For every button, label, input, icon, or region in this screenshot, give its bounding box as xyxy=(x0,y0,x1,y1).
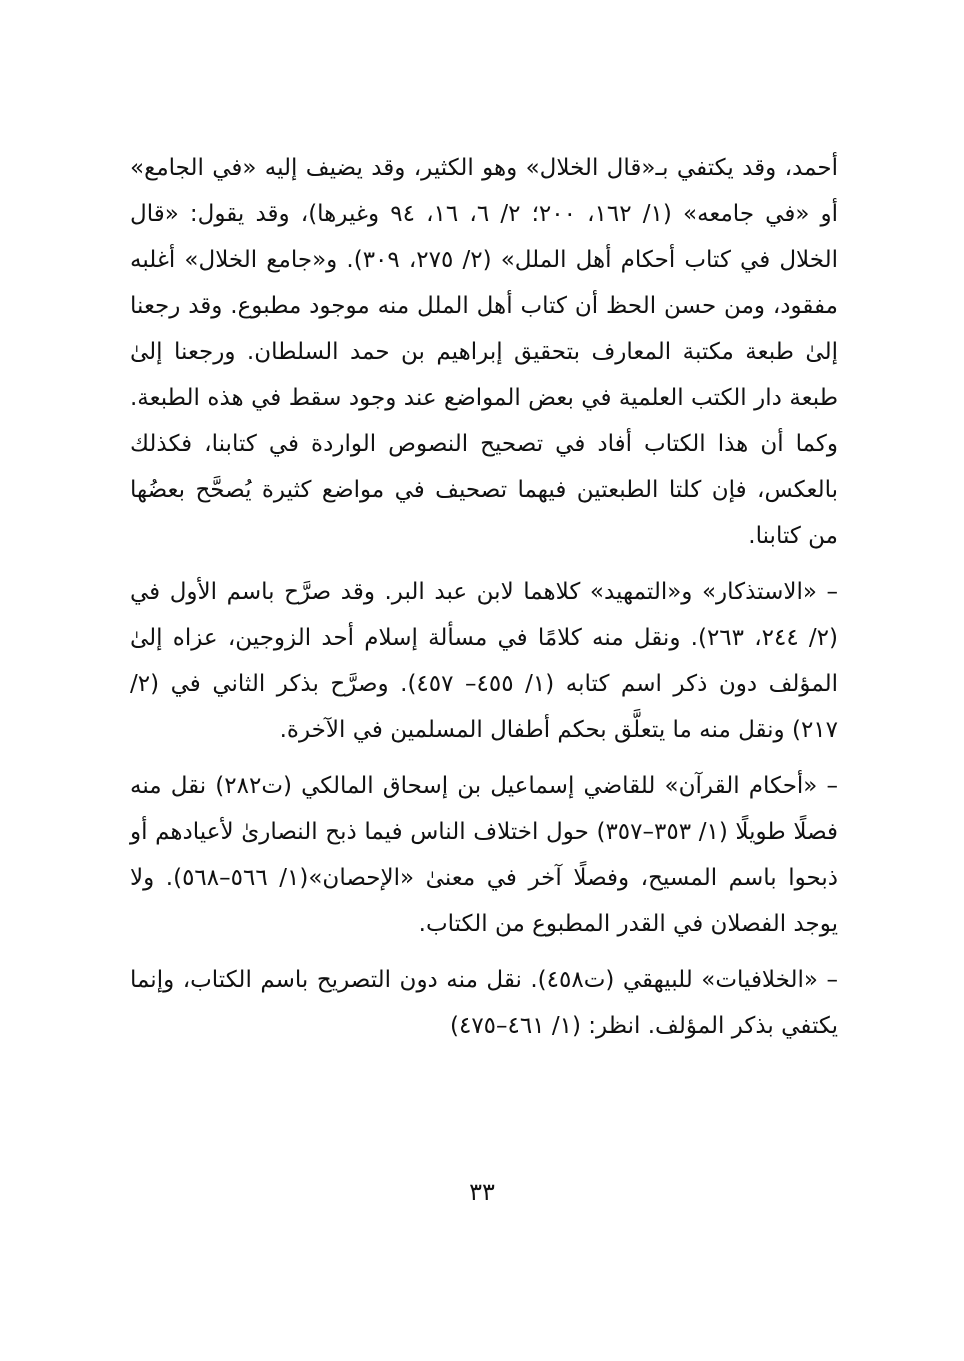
page-number: ٣٣ xyxy=(469,1178,495,1206)
page-body xyxy=(130,145,838,1225)
paragraph-istidhkar-tamhid: – «الاستذكار» و«التمهيد» كلاهما لابن عبد البر. وقد صرَّح باسم الأول في (٢/ ٢٤٤، ٢٦٣). ونقل منه كلامًا في مسألة إسلام أحد الزوجين، عزاه إلىٰ المؤلف دون ذكر اسم كتابه (١/ ٤٥٥– ٤٥٧). وصرَّح بذكر الثاني في (٢/ ٢١٧) ونقل منه ما يتعلَّق بحكم أطفال المسلمين في الآخرة. xyxy=(130,579,839,743)
paragraph-sources-khallal: أحمد، وقد يكتفي بـ«قال الخلال» وهو الكثير، وقد يضيف إليه «في الجامع» أو «في جامعه» (١/ ١٦٢، ٢٠٠؛ ٢/ ٦، ١٦، ٩٤ وغيرها)، وقد يقول: «قال الخلال في كتاب أحكام أهل الملل» (٢/ ٢٧٥، ٣٠٩). و«جامع الخلال» أغلبه مفقود، ومن حسن الحظ أن كتاب أهل الملل منه موجود مطبوع. وقد رجعنا إلىٰ طبعة مكتبة المعارف بتحقيق إبراهيم بن حمد السلطان. ورجعنا إلىٰ طبعة دار الكتب العلمية في بعض المواضع عند وجود سقط في هذه الطبعة. وكما أن هذا الكتاب أفاد في تصحيح النصوص الواردة في كتابنا، فكذلك بالعكس، فإن كلتا الطبعتين فيهما تصحيف في مواضع كثيرة يُصحَّح بعضُها من كتابنا. xyxy=(130,155,839,549)
paragraph-ahkam-alquran: – «أحكام القرآن» للقاضي إسماعيل بن إسحاق المالكي (ت٢٨٢) نقل منه فصلًا طويلًا (١/ ٣٥٣–٣٥٧) حول اختلاف الناس فيما ذبح النصارىٰ لأعيادهم أو ذبحوا باسم المسيح، وفصلًا آخر في معنىٰ «الإحصان»(١/ ٥٦٦–٥٦٨). ولا يوجد الفصلان في القدر المطبوع من الكتاب. xyxy=(130,773,839,937)
paragraph-khilafiyat: – «الخلافيات» للبيهقي (ت٤٥٨). نقل منه دون التصريح باسم الكتاب، وإنما يكتفي بذكر المؤلف. انظر: (١/ ٤٦١–٤٧٥) xyxy=(130,967,838,1039)
